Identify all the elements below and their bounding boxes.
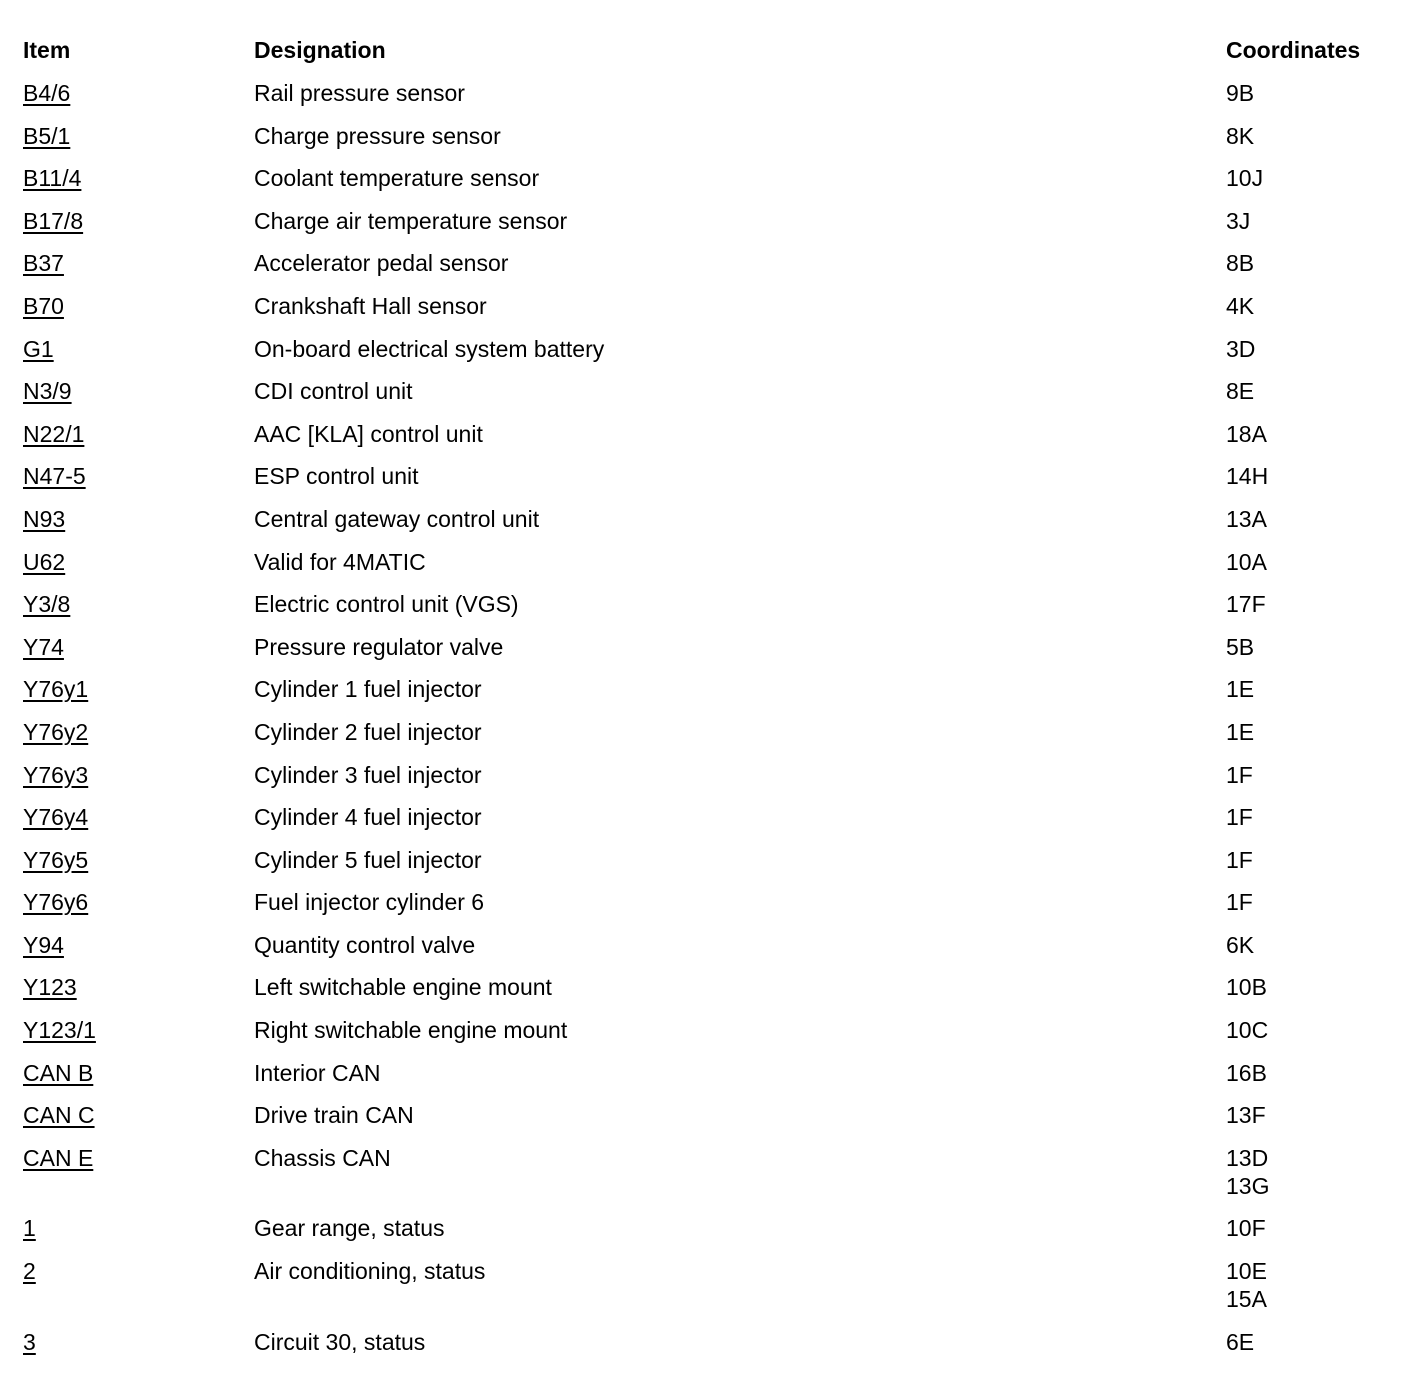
designation-cell: Circuit 30, status [254,1328,426,1355]
coordinates-cell [1226,1257,1267,1313]
item-link[interactable]: G1 [23,335,54,362]
designation-cell: Central gateway control unit [254,505,540,532]
coordinate-value: 10B [1226,974,1267,1001]
item-cell [23,633,64,661]
designation-cell: Crankshaft Hall sensor [254,292,487,319]
coordinates-cell [1226,718,1254,746]
coordinate-value: 9B [1226,80,1255,106]
item-link[interactable]: Y74 [23,633,64,660]
coordinates-cell [1226,803,1253,831]
table-body [0,79,1408,1370]
table-row [0,79,1408,122]
coordinate-value: 1F [1226,761,1253,788]
item-link[interactable]: Y123/1 [23,1017,96,1044]
designation-cell: Rail pressure sensor [254,80,465,106]
coordinates-cell [1226,122,1254,150]
coordinate-value: 13G [1226,1172,1270,1199]
item-link[interactable]: CAN B [23,1059,94,1086]
item-link[interactable]: B5/1 [23,122,71,149]
coordinate-value: 6E [1226,1328,1255,1355]
table-row [0,973,1408,1016]
designation-cell: Electric control unit (VGS) [254,591,519,618]
designation-cell: CDI control unit [254,378,413,405]
item-cell [23,122,70,150]
coordinate-value: 10E [1226,1258,1267,1285]
coordinate-value: 17F [1226,591,1266,618]
item-cell [23,675,88,703]
coordinates-cell [1226,420,1267,448]
table-row [0,633,1408,676]
coordinate-value: 13A [1226,505,1267,532]
item-link[interactable]: Y76y4 [23,804,89,831]
coordinate-value: 3D [1226,335,1256,362]
designation-cell: On-board electrical system battery [254,335,605,362]
item-cell [23,931,64,959]
header-coordinates: Coordinates [1226,37,1361,63]
item-link[interactable]: Y76y2 [23,718,89,745]
table-row [0,292,1408,335]
item-cell [23,803,88,831]
item-cell [23,888,88,916]
designation-cell: Cylinder 3 fuel injector [254,761,482,788]
table-row [0,1257,1408,1328]
designation-cell: Pressure regulator valve [254,633,504,660]
item-link[interactable]: N93 [23,505,66,532]
coordinate-value: 18A [1226,420,1267,447]
designation-cell: Quantity control valve [254,931,476,958]
coordinates-cell [1226,846,1253,874]
coordinate-value: 8E [1226,378,1255,405]
item-link[interactable]: B37 [23,250,64,277]
item-link[interactable]: N3/9 [23,378,72,405]
table-row [0,761,1408,804]
coordinates-cell [1226,79,1254,107]
coordinate-value: 1F [1226,804,1253,831]
item-cell [23,761,88,789]
table-row [0,1016,1408,1059]
coordinate-value: 8K [1226,122,1255,149]
item-cell [23,1144,93,1172]
item-cell [23,462,86,490]
coordinates-cell [1226,164,1263,192]
table-row [0,1214,1408,1257]
coordinate-value: 4K [1226,292,1255,319]
coordinate-value: 13F [1226,1102,1266,1129]
coordinates-cell [1226,633,1254,661]
coordinate-value: 1F [1226,846,1253,873]
item-cell [23,1016,96,1044]
coordinate-value: 1E [1226,676,1255,703]
table-row [0,1059,1408,1102]
table-row [0,335,1408,378]
coordinates-cell [1226,207,1250,235]
coordinate-value: 1F [1226,889,1253,916]
header-designation: Designation [254,37,386,63]
table-row [0,675,1408,718]
coordinates-cell [1226,548,1267,576]
item-cell [23,1328,36,1356]
item-link[interactable]: Y76y5 [23,846,89,873]
designation-cell: Left switchable engine mount [254,974,552,1001]
coordinate-value: 5B [1226,633,1255,660]
coordinates-cell [1226,590,1266,618]
item-cell [23,164,81,192]
item-cell [23,973,77,1001]
item-link[interactable]: CAN C [23,1102,95,1129]
item-cell [23,249,64,277]
coordinates-cell [1226,1101,1266,1129]
designation-cell: Accelerator pedal sensor [254,250,509,277]
coordinates-cell [1226,1059,1267,1087]
table-row [0,164,1408,207]
designation-cell: Charge air temperature sensor [254,207,568,234]
coordinates-cell [1226,931,1254,959]
item-cell [23,292,64,320]
designation-cell: Interior CAN [254,1059,381,1086]
item-link[interactable]: N22/1 [23,420,85,447]
table-header-row [0,36,1408,66]
coordinates-cell [1226,761,1253,789]
item-link[interactable]: 1 [23,1215,36,1242]
item-cell [23,420,84,448]
item-cell [23,548,65,576]
coordinate-value: 1E [1226,718,1255,745]
coordinate-value: 13D [1226,1144,1269,1171]
designation-cell: Valid for 4MATIC [254,548,426,575]
table-row [0,1328,1408,1371]
coordinates-cell [1226,973,1267,1001]
table-row [0,888,1408,931]
designation-cell: Chassis CAN [254,1144,391,1171]
coordinates-cell [1226,1144,1269,1200]
item-cell [23,377,72,405]
designation-cell: ESP control unit [254,463,419,490]
item-link[interactable]: B70 [23,292,64,319]
item-link[interactable]: B11/4 [23,165,82,192]
coordinates-cell [1226,1328,1254,1356]
table-row [0,931,1408,974]
coordinates-cell [1226,292,1254,320]
table-row [0,377,1408,420]
coordinate-value: 10C [1226,1017,1269,1044]
coordinate-value: 10J [1226,165,1264,192]
table-row [0,462,1408,505]
table-row [0,846,1408,889]
item-link[interactable]: Y94 [23,931,64,958]
table-row [0,718,1408,761]
item-cell [23,505,65,533]
table-row [0,1144,1408,1215]
designation-cell: Cylinder 1 fuel injector [254,676,482,703]
coordinate-value: 6K [1226,931,1255,958]
designation-cell: Right switchable engine mount [254,1017,568,1044]
item-link[interactable]: B4/6 [23,80,71,106]
item-link[interactable]: B17/8 [23,207,84,234]
table-row [0,249,1408,292]
designation-cell: Drive train CAN [254,1102,414,1129]
coordinates-cell [1226,377,1254,405]
item-link[interactable]: Y76y3 [23,761,89,788]
item-link[interactable]: Y123 [23,974,77,1001]
table-row [0,122,1408,165]
designation-cell: Cylinder 5 fuel injector [254,846,482,873]
item-link[interactable]: 3 [23,1328,36,1355]
item-link[interactable]: Y76y6 [23,889,89,916]
table-row [0,505,1408,548]
item-cell [23,1214,36,1242]
item-cell [23,207,83,235]
coordinates-cell [1226,249,1254,277]
table-row [0,207,1408,250]
coordinate-value: 10A [1226,548,1267,575]
item-cell [23,1101,95,1129]
item-link[interactable]: Y3/8 [23,591,71,618]
designation-cell: Air conditioning, status [254,1258,486,1285]
item-link[interactable]: N47-5 [23,463,86,490]
coordinates-cell [1226,888,1253,916]
item-cell [23,590,70,618]
coordinate-value: 3J [1226,207,1251,234]
coordinates-cell [1226,675,1254,703]
table-row [0,803,1408,846]
designation-cell: Cylinder 4 fuel injector [254,804,482,831]
item-link[interactable]: Y76y1 [23,676,89,703]
designation-cell: AAC [KLA] control unit [254,420,483,447]
designation-cell: Charge pressure sensor [254,122,501,149]
item-link[interactable]: U62 [23,548,66,575]
designation-cell: Cylinder 2 fuel injector [254,718,482,745]
designation-cell: Gear range, status [254,1215,445,1242]
table-row [0,590,1408,633]
coordinates-cell [1226,462,1268,490]
coordinate-value: 14H [1226,463,1269,490]
designation-cell: Fuel injector cylinder 6 [254,889,485,916]
table-row [0,1101,1408,1144]
table-row [0,420,1408,463]
item-link[interactable]: CAN E [23,1144,94,1171]
item-cell [23,718,88,746]
header-item: Item [23,37,71,63]
item-cell [23,79,70,107]
coordinates-cell [1226,1016,1268,1044]
coordinate-value: 15A [1226,1286,1267,1313]
coordinate-value: 10F [1226,1215,1266,1242]
item-cell [23,1257,36,1285]
coordinates-cell [1226,1214,1266,1242]
item-link[interactable]: 2 [23,1258,36,1285]
coordinates-cell [1226,505,1267,533]
coordinate-value: 16B [1226,1059,1267,1086]
item-cell [23,335,54,363]
coordinate-value: 8B [1226,250,1255,277]
item-cell [23,1059,93,1087]
designation-cell: Coolant temperature sensor [254,165,540,192]
item-cell [23,846,88,874]
coordinates-cell [1226,335,1255,363]
table-row [0,548,1408,591]
